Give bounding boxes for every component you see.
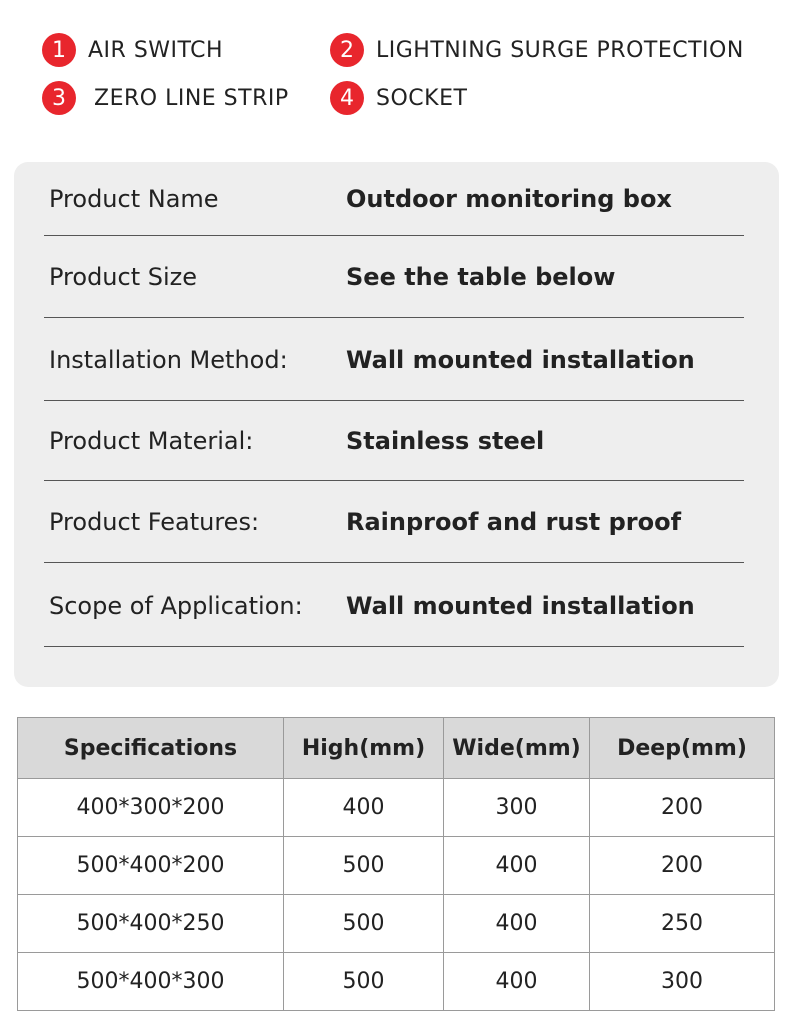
- info-row-product-material: [44, 402, 744, 481]
- legend-item-zero-line-strip: [42, 81, 289, 115]
- legend-item-socket: [330, 81, 467, 115]
- info-value: Outdoor monitoring box: [346, 184, 672, 213]
- table-cell: 500: [284, 953, 444, 1011]
- table-row: [18, 953, 775, 1011]
- table-cell: 300: [444, 779, 590, 837]
- legend-item-air-switch: [42, 33, 223, 67]
- info-row-product-size: [44, 237, 744, 318]
- legend-label: AIR SWITCH: [88, 37, 224, 63]
- info-label: Product Size: [49, 263, 198, 291]
- table-cell: 200: [590, 779, 775, 837]
- info-value: Wall mounted installation: [346, 346, 695, 374]
- table-cell: 400: [444, 895, 590, 953]
- table-cell: 400*300*200: [18, 779, 284, 837]
- info-value: Rainproof and rust proof: [346, 508, 682, 536]
- info-row-scope-of-application: [44, 565, 744, 647]
- column-header: Specifications: [18, 718, 284, 779]
- table-cell: 500: [284, 895, 444, 953]
- number-badge: 1: [42, 33, 76, 67]
- info-row-product-features: [44, 482, 744, 563]
- legend-label: ZERO LINE STRIP: [94, 85, 289, 111]
- specifications-table: [17, 717, 775, 1011]
- info-value: See the table below: [346, 263, 616, 291]
- info-row-product-name: [44, 162, 744, 236]
- info-label: Scope of Application:: [49, 591, 303, 620]
- table-row: [18, 895, 775, 953]
- table-header-row: [18, 718, 775, 779]
- legend-item-lightning-surge-protection: [330, 33, 744, 67]
- info-label: Product Features:: [49, 508, 260, 536]
- table-cell: 500: [284, 837, 444, 895]
- table-cell: 500*400*250: [18, 895, 284, 953]
- table-cell: 400: [444, 953, 590, 1011]
- column-header: Deep(mm): [590, 718, 775, 779]
- legend-label: SOCKET: [376, 85, 468, 111]
- info-label: Product Material:: [49, 427, 254, 455]
- table-cell: 200: [590, 837, 775, 895]
- number-badge: 3: [42, 81, 76, 115]
- product-info-panel: [14, 162, 779, 687]
- table-cell: 300: [590, 953, 775, 1011]
- table-cell: 500*400*300: [18, 953, 284, 1011]
- number-badge: 2: [330, 33, 364, 67]
- info-value: Wall mounted installation: [346, 591, 695, 620]
- number-badge: 4: [330, 81, 364, 115]
- table-cell: 400: [284, 779, 444, 837]
- table-cell: 500*400*200: [18, 837, 284, 895]
- info-row-installation-method: [44, 320, 744, 401]
- legend-label: LIGHTNING SURGE PROTECTION: [376, 37, 744, 63]
- table-row: [18, 779, 775, 837]
- info-label: Product Name: [49, 184, 219, 213]
- table-cell: 400: [444, 837, 590, 895]
- table-cell: 250: [590, 895, 775, 953]
- info-value: Stainless steel: [346, 427, 545, 455]
- info-label: Installation Method:: [49, 346, 288, 374]
- component-legend: [0, 0, 790, 130]
- column-header: Wide(mm): [444, 718, 590, 779]
- column-header: High(mm): [284, 718, 444, 779]
- table-row: [18, 837, 775, 895]
